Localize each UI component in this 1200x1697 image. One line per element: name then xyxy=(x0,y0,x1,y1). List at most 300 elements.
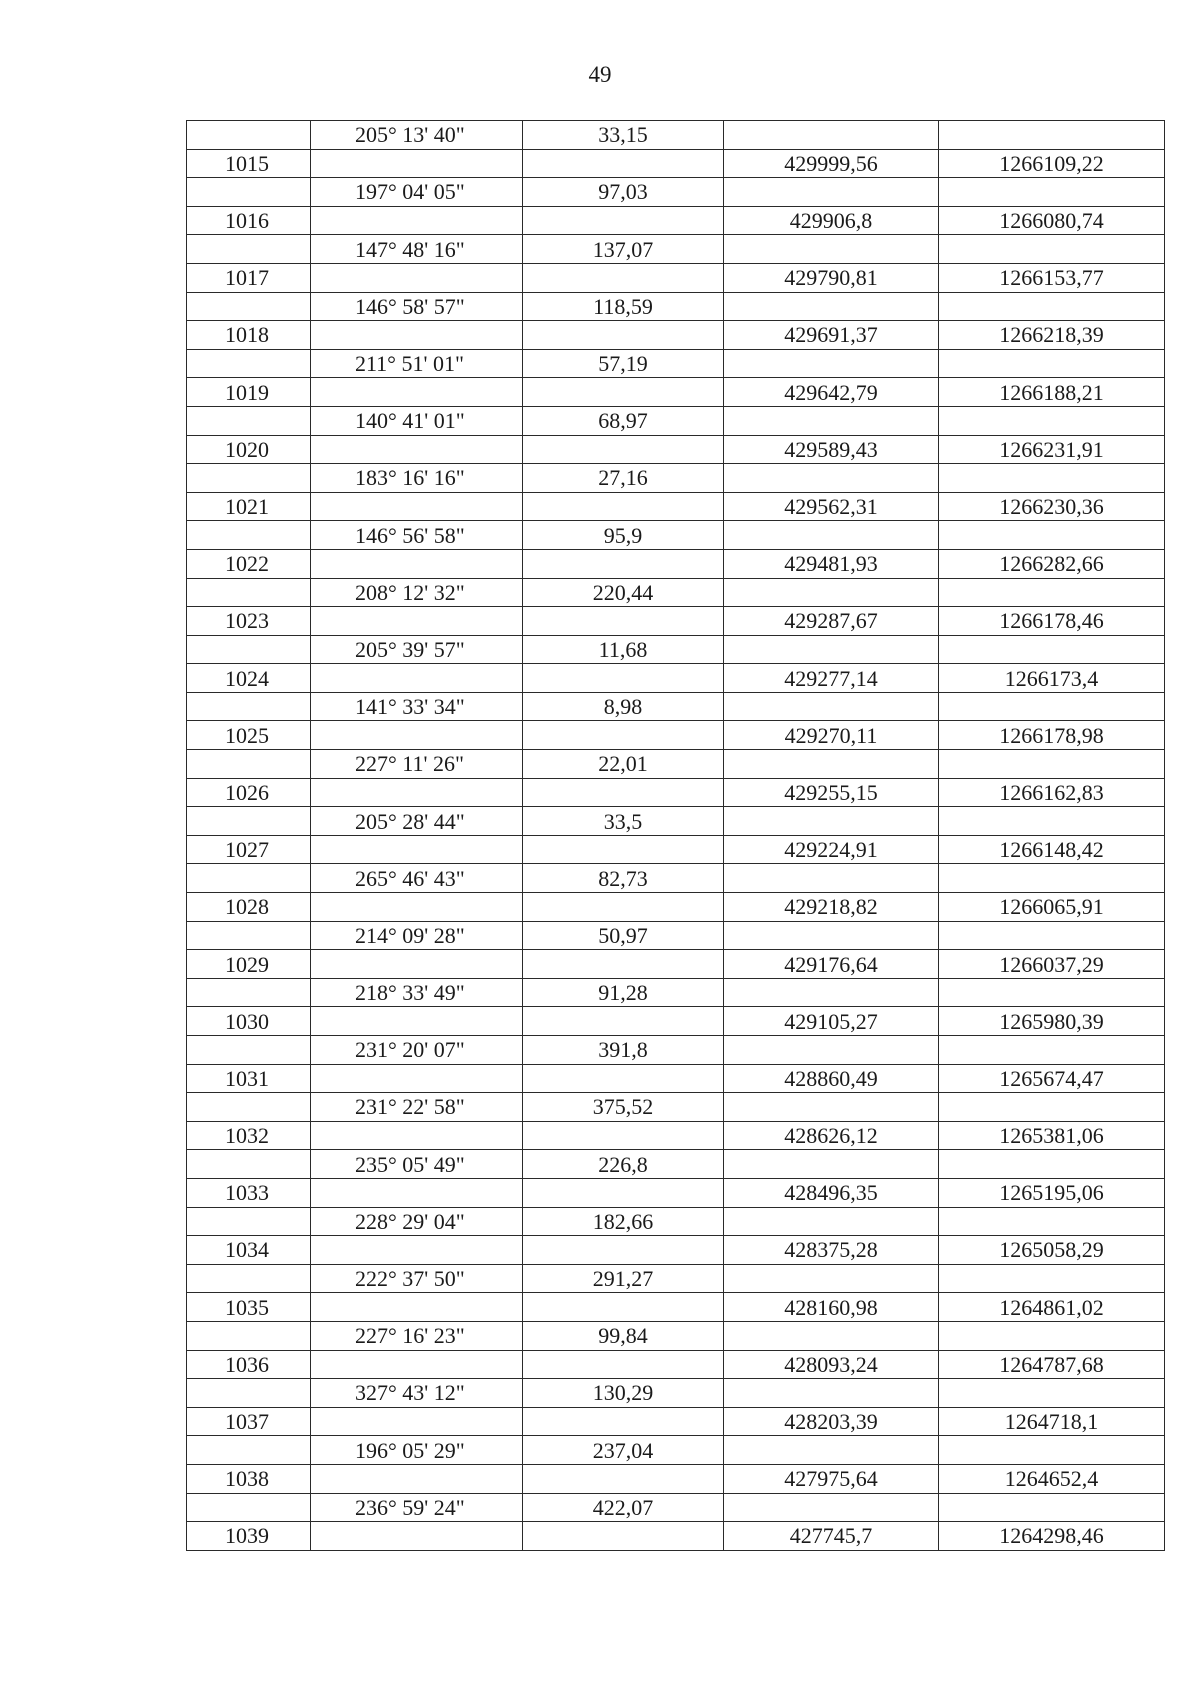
point-row xyxy=(187,435,1165,464)
direction-angle-cell: 205° 39' 57" xyxy=(311,635,523,664)
segment-row xyxy=(187,1207,1165,1236)
distance-cell xyxy=(523,1178,724,1207)
x-coordinate-cell: 429277,14 xyxy=(724,664,939,693)
y-coordinate-cell xyxy=(939,521,1165,550)
point-number-cell: 1021 xyxy=(187,492,311,521)
y-coordinate-cell: 1266162,83 xyxy=(939,778,1165,807)
distance-cell: 226,8 xyxy=(523,1150,724,1179)
distance-cell: 82,73 xyxy=(523,864,724,893)
distance-cell: 8,98 xyxy=(523,692,724,721)
segment-row xyxy=(187,1379,1165,1408)
segment-row xyxy=(187,807,1165,836)
point-number-cell xyxy=(187,1379,311,1408)
x-coordinate-cell: 427975,64 xyxy=(724,1464,939,1493)
point-row xyxy=(187,549,1165,578)
x-coordinate-cell: 429218,82 xyxy=(724,893,939,922)
direction-angle-cell xyxy=(311,492,523,521)
direction-angle-cell: 227° 16' 23" xyxy=(311,1321,523,1350)
y-coordinate-cell: 1266231,91 xyxy=(939,435,1165,464)
point-number-cell xyxy=(187,1093,311,1122)
x-coordinate-cell: 429589,43 xyxy=(724,435,939,464)
x-coordinate-cell xyxy=(724,1264,939,1293)
point-row xyxy=(187,607,1165,636)
x-coordinate-cell xyxy=(724,235,939,264)
point-number-cell: 1028 xyxy=(187,893,311,922)
x-coordinate-cell: 428160,98 xyxy=(724,1293,939,1322)
direction-angle-cell: 146° 56' 58" xyxy=(311,521,523,550)
distance-cell: 95,9 xyxy=(523,521,724,550)
y-coordinate-cell xyxy=(939,1493,1165,1522)
point-number-cell: 1019 xyxy=(187,378,311,407)
y-coordinate-cell: 1265674,47 xyxy=(939,1064,1165,1093)
point-number-cell: 1035 xyxy=(187,1293,311,1322)
x-coordinate-cell xyxy=(724,349,939,378)
point-number-cell xyxy=(187,1150,311,1179)
point-number-cell: 1030 xyxy=(187,1007,311,1036)
x-coordinate-cell: 429691,37 xyxy=(724,321,939,350)
point-number-cell xyxy=(187,406,311,435)
segment-row xyxy=(187,864,1165,893)
point-row xyxy=(187,1178,1165,1207)
direction-angle-cell xyxy=(311,1522,523,1551)
point-row xyxy=(187,263,1165,292)
distance-cell: 91,28 xyxy=(523,978,724,1007)
direction-angle-cell: 196° 05' 29" xyxy=(311,1436,523,1465)
x-coordinate-cell: 429999,56 xyxy=(724,149,939,178)
x-coordinate-cell: 429255,15 xyxy=(724,778,939,807)
distance-cell xyxy=(523,778,724,807)
y-coordinate-cell: 1264652,4 xyxy=(939,1464,1165,1493)
x-coordinate-cell xyxy=(724,121,939,150)
segment-row xyxy=(187,521,1165,550)
distance-cell: 68,97 xyxy=(523,406,724,435)
y-coordinate-cell xyxy=(939,978,1165,1007)
point-row xyxy=(187,1007,1165,1036)
direction-angle-cell xyxy=(311,435,523,464)
point-number-cell xyxy=(187,978,311,1007)
direction-angle-cell xyxy=(311,206,523,235)
distance-cell: 182,66 xyxy=(523,1207,724,1236)
point-row xyxy=(187,778,1165,807)
x-coordinate-cell xyxy=(724,1321,939,1350)
y-coordinate-cell xyxy=(939,1036,1165,1065)
point-number-cell xyxy=(187,1436,311,1465)
point-number-cell: 1023 xyxy=(187,607,311,636)
point-row xyxy=(187,378,1165,407)
y-coordinate-cell: 1266153,77 xyxy=(939,263,1165,292)
direction-angle-cell xyxy=(311,1464,523,1493)
point-number-cell xyxy=(187,635,311,664)
point-row xyxy=(187,321,1165,350)
page-number: 49 xyxy=(588,62,612,87)
direction-angle-cell: 231° 20' 07" xyxy=(311,1036,523,1065)
x-coordinate-cell xyxy=(724,750,939,779)
direction-angle-cell xyxy=(311,893,523,922)
direction-angle-cell xyxy=(311,263,523,292)
distance-cell: 391,8 xyxy=(523,1036,724,1065)
point-row xyxy=(187,1121,1165,1150)
segment-row xyxy=(187,635,1165,664)
y-coordinate-cell xyxy=(939,292,1165,321)
point-number-cell xyxy=(187,1493,311,1522)
distance-cell: 11,68 xyxy=(523,635,724,664)
y-coordinate-cell: 1266148,42 xyxy=(939,835,1165,864)
direction-angle-cell: 265° 46' 43" xyxy=(311,864,523,893)
point-number-cell xyxy=(187,178,311,207)
point-row xyxy=(187,1522,1165,1551)
point-number-cell: 1026 xyxy=(187,778,311,807)
point-number-cell xyxy=(187,1207,311,1236)
y-coordinate-cell: 1266173,4 xyxy=(939,664,1165,693)
direction-angle-cell xyxy=(311,778,523,807)
direction-angle-cell: 227° 11' 26" xyxy=(311,750,523,779)
distance-cell xyxy=(523,149,724,178)
direction-angle-cell xyxy=(311,1407,523,1436)
x-coordinate-cell: 428626,12 xyxy=(724,1121,939,1150)
point-number-cell: 1034 xyxy=(187,1236,311,1265)
point-number-cell xyxy=(187,807,311,836)
x-coordinate-cell: 429287,67 xyxy=(724,607,939,636)
segment-row xyxy=(187,349,1165,378)
distance-cell: 33,5 xyxy=(523,807,724,836)
y-coordinate-cell xyxy=(939,1150,1165,1179)
direction-angle-cell: 228° 29' 04" xyxy=(311,1207,523,1236)
x-coordinate-cell xyxy=(724,1150,939,1179)
y-coordinate-cell xyxy=(939,807,1165,836)
distance-cell xyxy=(523,1236,724,1265)
point-number-cell: 1037 xyxy=(187,1407,311,1436)
direction-angle-cell: 141° 33' 34" xyxy=(311,692,523,721)
segment-row xyxy=(187,406,1165,435)
distance-cell xyxy=(523,1064,724,1093)
distance-cell: 130,29 xyxy=(523,1379,724,1408)
segment-row xyxy=(187,1436,1165,1465)
point-row xyxy=(187,1064,1165,1093)
y-coordinate-cell xyxy=(939,1264,1165,1293)
point-number-cell xyxy=(187,521,311,550)
y-coordinate-cell: 1265980,39 xyxy=(939,1007,1165,1036)
direction-angle-cell xyxy=(311,549,523,578)
direction-angle-cell: 236° 59' 24" xyxy=(311,1493,523,1522)
x-coordinate-cell: 428203,39 xyxy=(724,1407,939,1436)
point-number-cell xyxy=(187,292,311,321)
direction-angle-cell: 205° 13' 40" xyxy=(311,121,523,150)
y-coordinate-cell xyxy=(939,1207,1165,1236)
distance-cell xyxy=(523,206,724,235)
point-number-cell: 1039 xyxy=(187,1522,311,1551)
y-coordinate-cell xyxy=(939,1436,1165,1465)
direction-angle-cell: 327° 43' 12" xyxy=(311,1379,523,1408)
y-coordinate-cell: 1264298,46 xyxy=(939,1522,1165,1551)
y-coordinate-cell: 1266230,36 xyxy=(939,492,1165,521)
y-coordinate-cell xyxy=(939,864,1165,893)
y-coordinate-cell xyxy=(939,349,1165,378)
distance-cell xyxy=(523,1007,724,1036)
x-coordinate-cell: 429224,91 xyxy=(724,835,939,864)
direction-angle-cell xyxy=(311,664,523,693)
direction-angle-cell: 235° 05' 49" xyxy=(311,1150,523,1179)
point-row xyxy=(187,950,1165,979)
segment-row xyxy=(187,292,1165,321)
segment-row xyxy=(187,750,1165,779)
point-number-cell: 1032 xyxy=(187,1121,311,1150)
x-coordinate-cell: 429105,27 xyxy=(724,1007,939,1036)
coordinates-table xyxy=(186,120,1165,1551)
x-coordinate-cell: 428496,35 xyxy=(724,1178,939,1207)
point-number-cell xyxy=(187,692,311,721)
x-coordinate-cell: 429176,64 xyxy=(724,950,939,979)
y-coordinate-cell xyxy=(939,692,1165,721)
y-coordinate-cell: 1265195,06 xyxy=(939,1178,1165,1207)
point-row xyxy=(187,1293,1165,1322)
x-coordinate-cell: 427745,7 xyxy=(724,1522,939,1551)
y-coordinate-cell: 1266178,98 xyxy=(939,721,1165,750)
distance-cell: 375,52 xyxy=(523,1093,724,1122)
distance-cell xyxy=(523,1293,724,1322)
point-row xyxy=(187,893,1165,922)
distance-cell: 27,16 xyxy=(523,464,724,493)
point-number-cell xyxy=(187,750,311,779)
point-number-cell: 1038 xyxy=(187,1464,311,1493)
point-number-cell xyxy=(187,1321,311,1350)
x-coordinate-cell xyxy=(724,521,939,550)
direction-angle-cell: 208° 12' 32" xyxy=(311,578,523,607)
x-coordinate-cell: 428093,24 xyxy=(724,1350,939,1379)
distance-cell: 97,03 xyxy=(523,178,724,207)
point-number-cell: 1020 xyxy=(187,435,311,464)
direction-angle-cell: 140° 41' 01" xyxy=(311,406,523,435)
distance-cell xyxy=(523,263,724,292)
direction-angle-cell xyxy=(311,835,523,864)
distance-cell xyxy=(523,1522,724,1551)
direction-angle-cell xyxy=(311,378,523,407)
x-coordinate-cell xyxy=(724,292,939,321)
direction-angle-cell: 218° 33' 49" xyxy=(311,978,523,1007)
point-number-cell: 1017 xyxy=(187,263,311,292)
x-coordinate-cell xyxy=(724,864,939,893)
direction-angle-cell: 183° 16' 16" xyxy=(311,464,523,493)
y-coordinate-cell xyxy=(939,635,1165,664)
distance-cell xyxy=(523,664,724,693)
point-row xyxy=(187,721,1165,750)
segment-row xyxy=(187,1493,1165,1522)
segment-row xyxy=(187,464,1165,493)
x-coordinate-cell xyxy=(724,178,939,207)
x-coordinate-cell xyxy=(724,1379,939,1408)
distance-cell: 137,07 xyxy=(523,235,724,264)
point-row xyxy=(187,492,1165,521)
direction-angle-cell: 147° 48' 16" xyxy=(311,235,523,264)
segment-row xyxy=(187,921,1165,950)
x-coordinate-cell: 429906,8 xyxy=(724,206,939,235)
x-coordinate-cell xyxy=(724,978,939,1007)
distance-cell xyxy=(523,549,724,578)
segment-row xyxy=(187,1321,1165,1350)
x-coordinate-cell: 428860,49 xyxy=(724,1064,939,1093)
distance-cell: 237,04 xyxy=(523,1436,724,1465)
direction-angle-cell: 205° 28' 44" xyxy=(311,807,523,836)
y-coordinate-cell: 1266080,74 xyxy=(939,206,1165,235)
x-coordinate-cell: 429481,93 xyxy=(724,549,939,578)
y-coordinate-cell: 1266037,29 xyxy=(939,950,1165,979)
distance-cell xyxy=(523,893,724,922)
segment-row xyxy=(187,1150,1165,1179)
y-coordinate-cell xyxy=(939,750,1165,779)
distance-cell xyxy=(523,1464,724,1493)
y-coordinate-cell: 1264861,02 xyxy=(939,1293,1165,1322)
y-coordinate-cell: 1265058,29 xyxy=(939,1236,1165,1265)
y-coordinate-cell xyxy=(939,1093,1165,1122)
x-coordinate-cell: 429790,81 xyxy=(724,263,939,292)
distance-cell: 33,15 xyxy=(523,121,724,150)
x-coordinate-cell xyxy=(724,578,939,607)
point-number-cell: 1015 xyxy=(187,149,311,178)
y-coordinate-cell: 1266065,91 xyxy=(939,893,1165,922)
distance-cell xyxy=(523,378,724,407)
segment-row xyxy=(187,1093,1165,1122)
y-coordinate-cell xyxy=(939,121,1165,150)
distance-cell xyxy=(523,721,724,750)
direction-angle-cell xyxy=(311,1178,523,1207)
point-number-cell xyxy=(187,578,311,607)
distance-cell: 118,59 xyxy=(523,292,724,321)
point-number-cell xyxy=(187,1264,311,1293)
segment-row xyxy=(187,178,1165,207)
x-coordinate-cell xyxy=(724,1036,939,1065)
direction-angle-cell xyxy=(311,1236,523,1265)
segment-row xyxy=(187,1264,1165,1293)
point-number-cell: 1024 xyxy=(187,664,311,693)
segment-row xyxy=(187,978,1165,1007)
segment-row xyxy=(187,121,1165,150)
y-coordinate-cell xyxy=(939,406,1165,435)
x-coordinate-cell xyxy=(724,921,939,950)
direction-angle-cell xyxy=(311,1007,523,1036)
point-row xyxy=(187,1236,1165,1265)
distance-cell xyxy=(523,1407,724,1436)
y-coordinate-cell xyxy=(939,464,1165,493)
x-coordinate-cell xyxy=(724,464,939,493)
distance-cell: 99,84 xyxy=(523,1321,724,1350)
point-number-cell xyxy=(187,1036,311,1065)
y-coordinate-cell xyxy=(939,178,1165,207)
distance-cell xyxy=(523,435,724,464)
y-coordinate-cell: 1266188,21 xyxy=(939,378,1165,407)
point-number-cell: 1027 xyxy=(187,835,311,864)
direction-angle-cell xyxy=(311,950,523,979)
point-row xyxy=(187,1464,1165,1493)
x-coordinate-cell xyxy=(724,1093,939,1122)
point-number-cell xyxy=(187,349,311,378)
y-coordinate-cell: 1266178,46 xyxy=(939,607,1165,636)
direction-angle-cell: 146° 58' 57" xyxy=(311,292,523,321)
distance-cell: 422,07 xyxy=(523,1493,724,1522)
direction-angle-cell xyxy=(311,1064,523,1093)
distance-cell xyxy=(523,1350,724,1379)
x-coordinate-cell: 429270,11 xyxy=(724,721,939,750)
coordinates-table-body xyxy=(187,121,1165,1551)
y-coordinate-cell xyxy=(939,235,1165,264)
distance-cell: 57,19 xyxy=(523,349,724,378)
x-coordinate-cell xyxy=(724,692,939,721)
point-row xyxy=(187,206,1165,235)
distance-cell: 220,44 xyxy=(523,578,724,607)
point-number-cell: 1016 xyxy=(187,206,311,235)
direction-angle-cell xyxy=(311,149,523,178)
distance-cell: 291,27 xyxy=(523,1264,724,1293)
segment-row xyxy=(187,692,1165,721)
x-coordinate-cell xyxy=(724,1207,939,1236)
point-row xyxy=(187,149,1165,178)
y-coordinate-cell xyxy=(939,1379,1165,1408)
x-coordinate-cell: 429642,79 xyxy=(724,378,939,407)
direction-angle-cell xyxy=(311,1121,523,1150)
distance-cell xyxy=(523,492,724,521)
y-coordinate-cell xyxy=(939,1321,1165,1350)
distance-cell xyxy=(523,1121,724,1150)
distance-cell: 50,97 xyxy=(523,921,724,950)
direction-angle-cell xyxy=(311,321,523,350)
y-coordinate-cell: 1265381,06 xyxy=(939,1121,1165,1150)
y-coordinate-cell: 1266109,22 xyxy=(939,149,1165,178)
distance-cell: 22,01 xyxy=(523,750,724,779)
direction-angle-cell: 214° 09' 28" xyxy=(311,921,523,950)
distance-cell xyxy=(523,950,724,979)
y-coordinate-cell: 1264718,1 xyxy=(939,1407,1165,1436)
point-number-cell: 1022 xyxy=(187,549,311,578)
direction-angle-cell: 231° 22' 58" xyxy=(311,1093,523,1122)
x-coordinate-cell xyxy=(724,1493,939,1522)
point-number-cell: 1031 xyxy=(187,1064,311,1093)
x-coordinate-cell: 429562,31 xyxy=(724,492,939,521)
point-number-cell xyxy=(187,121,311,150)
distance-cell xyxy=(523,321,724,350)
point-row xyxy=(187,835,1165,864)
segment-row xyxy=(187,578,1165,607)
point-row xyxy=(187,1407,1165,1436)
segment-row xyxy=(187,235,1165,264)
segment-row xyxy=(187,1036,1165,1065)
point-row xyxy=(187,1350,1165,1379)
y-coordinate-cell xyxy=(939,578,1165,607)
direction-angle-cell xyxy=(311,721,523,750)
y-coordinate-cell: 1266218,39 xyxy=(939,321,1165,350)
y-coordinate-cell: 1264787,68 xyxy=(939,1350,1165,1379)
point-number-cell xyxy=(187,235,311,264)
point-number-cell: 1025 xyxy=(187,721,311,750)
y-coordinate-cell: 1266282,66 xyxy=(939,549,1165,578)
direction-angle-cell xyxy=(311,607,523,636)
direction-angle-cell xyxy=(311,1350,523,1379)
point-number-cell: 1033 xyxy=(187,1178,311,1207)
point-row xyxy=(187,664,1165,693)
x-coordinate-cell xyxy=(724,807,939,836)
direction-angle-cell: 222° 37' 50" xyxy=(311,1264,523,1293)
point-number-cell xyxy=(187,464,311,493)
point-number-cell xyxy=(187,864,311,893)
distance-cell xyxy=(523,835,724,864)
direction-angle-cell: 211° 51' 01" xyxy=(311,349,523,378)
point-number-cell: 1029 xyxy=(187,950,311,979)
point-number-cell xyxy=(187,921,311,950)
direction-angle-cell: 197° 04' 05" xyxy=(311,178,523,207)
point-number-cell: 1018 xyxy=(187,321,311,350)
distance-cell xyxy=(523,607,724,636)
point-number-cell: 1036 xyxy=(187,1350,311,1379)
x-coordinate-cell xyxy=(724,1436,939,1465)
y-coordinate-cell xyxy=(939,921,1165,950)
x-coordinate-cell xyxy=(724,406,939,435)
